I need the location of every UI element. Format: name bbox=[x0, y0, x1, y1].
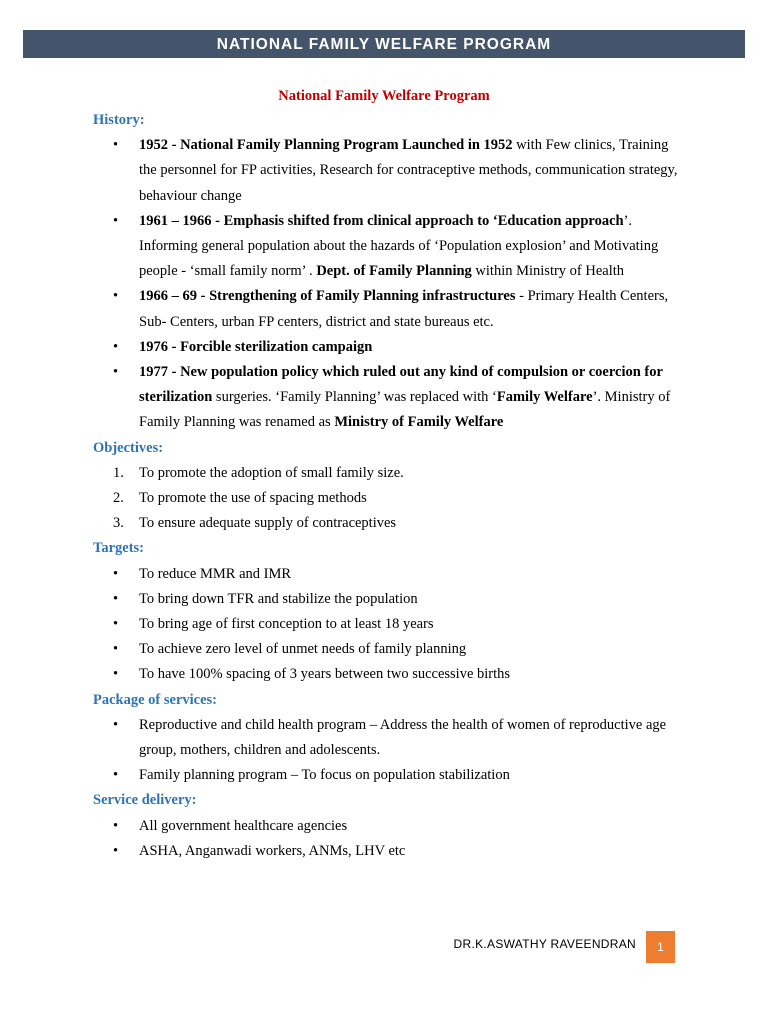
text-run: All government healthcare agencies bbox=[139, 817, 348, 834]
bullet-icon: • bbox=[113, 288, 119, 305]
bold-text: 1976 - Forcible sterilization campaign bbox=[139, 338, 373, 355]
list-item bbox=[93, 562, 693, 587]
text-run: To promote the use of spacing methods bbox=[139, 490, 367, 507]
bullet-icon: • bbox=[113, 641, 119, 658]
bold-text: Family Welfare bbox=[496, 389, 593, 406]
list-item bbox=[93, 587, 693, 612]
bullet-icon: • bbox=[113, 590, 119, 607]
bold-text: 1977 - New population policy which ruled out any kind of compulsion or coercion for sterilization bbox=[139, 364, 663, 406]
text-run: surgeries. ‘Family Planning’ was replaced with ‘ bbox=[212, 389, 497, 406]
document-body bbox=[93, 108, 693, 864]
list-item bbox=[93, 511, 693, 536]
text-run: - Primary Health Centers, Sub- Centers, urban FP centers, district and state bureaus etc. bbox=[139, 288, 669, 330]
bullet-icon: • bbox=[113, 338, 119, 355]
bullet-icon: • bbox=[113, 817, 119, 834]
section-heading: Service delivery: bbox=[93, 792, 197, 809]
bullet-list bbox=[93, 713, 693, 789]
bullet-list bbox=[93, 133, 693, 435]
list-number: 1. bbox=[113, 464, 124, 481]
list-number: 2. bbox=[113, 490, 124, 507]
list-item bbox=[93, 637, 693, 662]
footer-author: DR.K.ASWATHY RAVEENDRAN bbox=[453, 937, 636, 951]
bullet-icon: • bbox=[113, 212, 119, 229]
list-item bbox=[93, 814, 693, 839]
document-title: National Family Welfare Program bbox=[278, 88, 490, 104]
text-run: To bring age of first conception to at least 18 years bbox=[139, 616, 434, 633]
list-item bbox=[93, 662, 693, 687]
text-run: ’. Informing general population about the hazards of ‘Population explosion’ and Motivating people - ‘small family norm’ . bbox=[139, 212, 659, 280]
section-heading: Objectives: bbox=[93, 439, 164, 456]
list-item bbox=[93, 335, 693, 360]
text-run: ’. Ministry of Family Planning was renamed as bbox=[139, 389, 671, 431]
list-item bbox=[93, 713, 693, 763]
list-item bbox=[93, 284, 693, 334]
bullet-icon: • bbox=[113, 767, 119, 784]
list-item bbox=[93, 360, 693, 436]
section-heading: Package of services: bbox=[93, 691, 218, 708]
numbered-list bbox=[93, 461, 693, 537]
text-run: To ensure adequate supply of contraceptives bbox=[139, 515, 397, 532]
text-run: with Few clinics, Training the personnel for FP activities, Research for contraceptive methods, communication strategy, behaviour change bbox=[139, 137, 678, 204]
list-item bbox=[93, 839, 693, 864]
bullet-icon: • bbox=[113, 364, 119, 381]
text-run: To reduce MMR and IMR bbox=[139, 565, 292, 582]
bullet-icon: • bbox=[113, 565, 119, 582]
text-run: Family planning program – To focus on population stabilization bbox=[139, 767, 510, 784]
bullet-icon: • bbox=[113, 137, 119, 154]
bullet-icon: • bbox=[113, 716, 119, 733]
text-run: ASHA, Anganwadi workers, ANMs, LHV etc bbox=[139, 842, 406, 859]
section-heading: Targets: bbox=[93, 540, 145, 557]
list-item bbox=[93, 461, 693, 486]
text-run: within Ministry of Health bbox=[471, 263, 625, 280]
bullet-icon: • bbox=[113, 842, 119, 859]
bullet-icon: • bbox=[113, 666, 119, 683]
text-run: To achieve zero level of unmet needs of family planning bbox=[139, 641, 467, 658]
list-item bbox=[93, 486, 693, 511]
list-item bbox=[93, 133, 693, 209]
bullet-list bbox=[93, 814, 693, 864]
header-banner: NATIONAL FAMILY WELFARE PROGRAM bbox=[23, 30, 745, 58]
bold-text: 1961 – 1966 - Emphasis shifted from clinical approach to ‘Education approach bbox=[139, 212, 624, 229]
bullet-icon: • bbox=[113, 616, 119, 633]
list-item bbox=[93, 209, 693, 285]
page-number: 1 bbox=[646, 931, 675, 963]
list-number: 3. bbox=[113, 515, 124, 532]
bold-text: 1966 – 69 - Strengthening of Family Planning infrastructures bbox=[139, 288, 516, 305]
section-heading: History: bbox=[93, 112, 145, 128]
bold-text: Ministry of Family Welfare bbox=[334, 414, 504, 431]
text-run: To bring down TFR and stabilize the population bbox=[139, 590, 418, 607]
bold-text: 1952 - National Family Planning Program Launched in 1952 bbox=[139, 137, 513, 154]
text-run: To have 100% spacing of 3 years between two successive births bbox=[139, 666, 511, 683]
list-item bbox=[93, 612, 693, 637]
list-item bbox=[93, 763, 693, 788]
text-run: Reproductive and child health program – Address the health of women of reproductive age group, mothers, children and adolescents. bbox=[139, 716, 667, 759]
bullet-list bbox=[93, 562, 693, 688]
bold-text: Dept. of Family Planning bbox=[316, 263, 472, 280]
text-run: To promote the adoption of small family size. bbox=[139, 464, 404, 481]
